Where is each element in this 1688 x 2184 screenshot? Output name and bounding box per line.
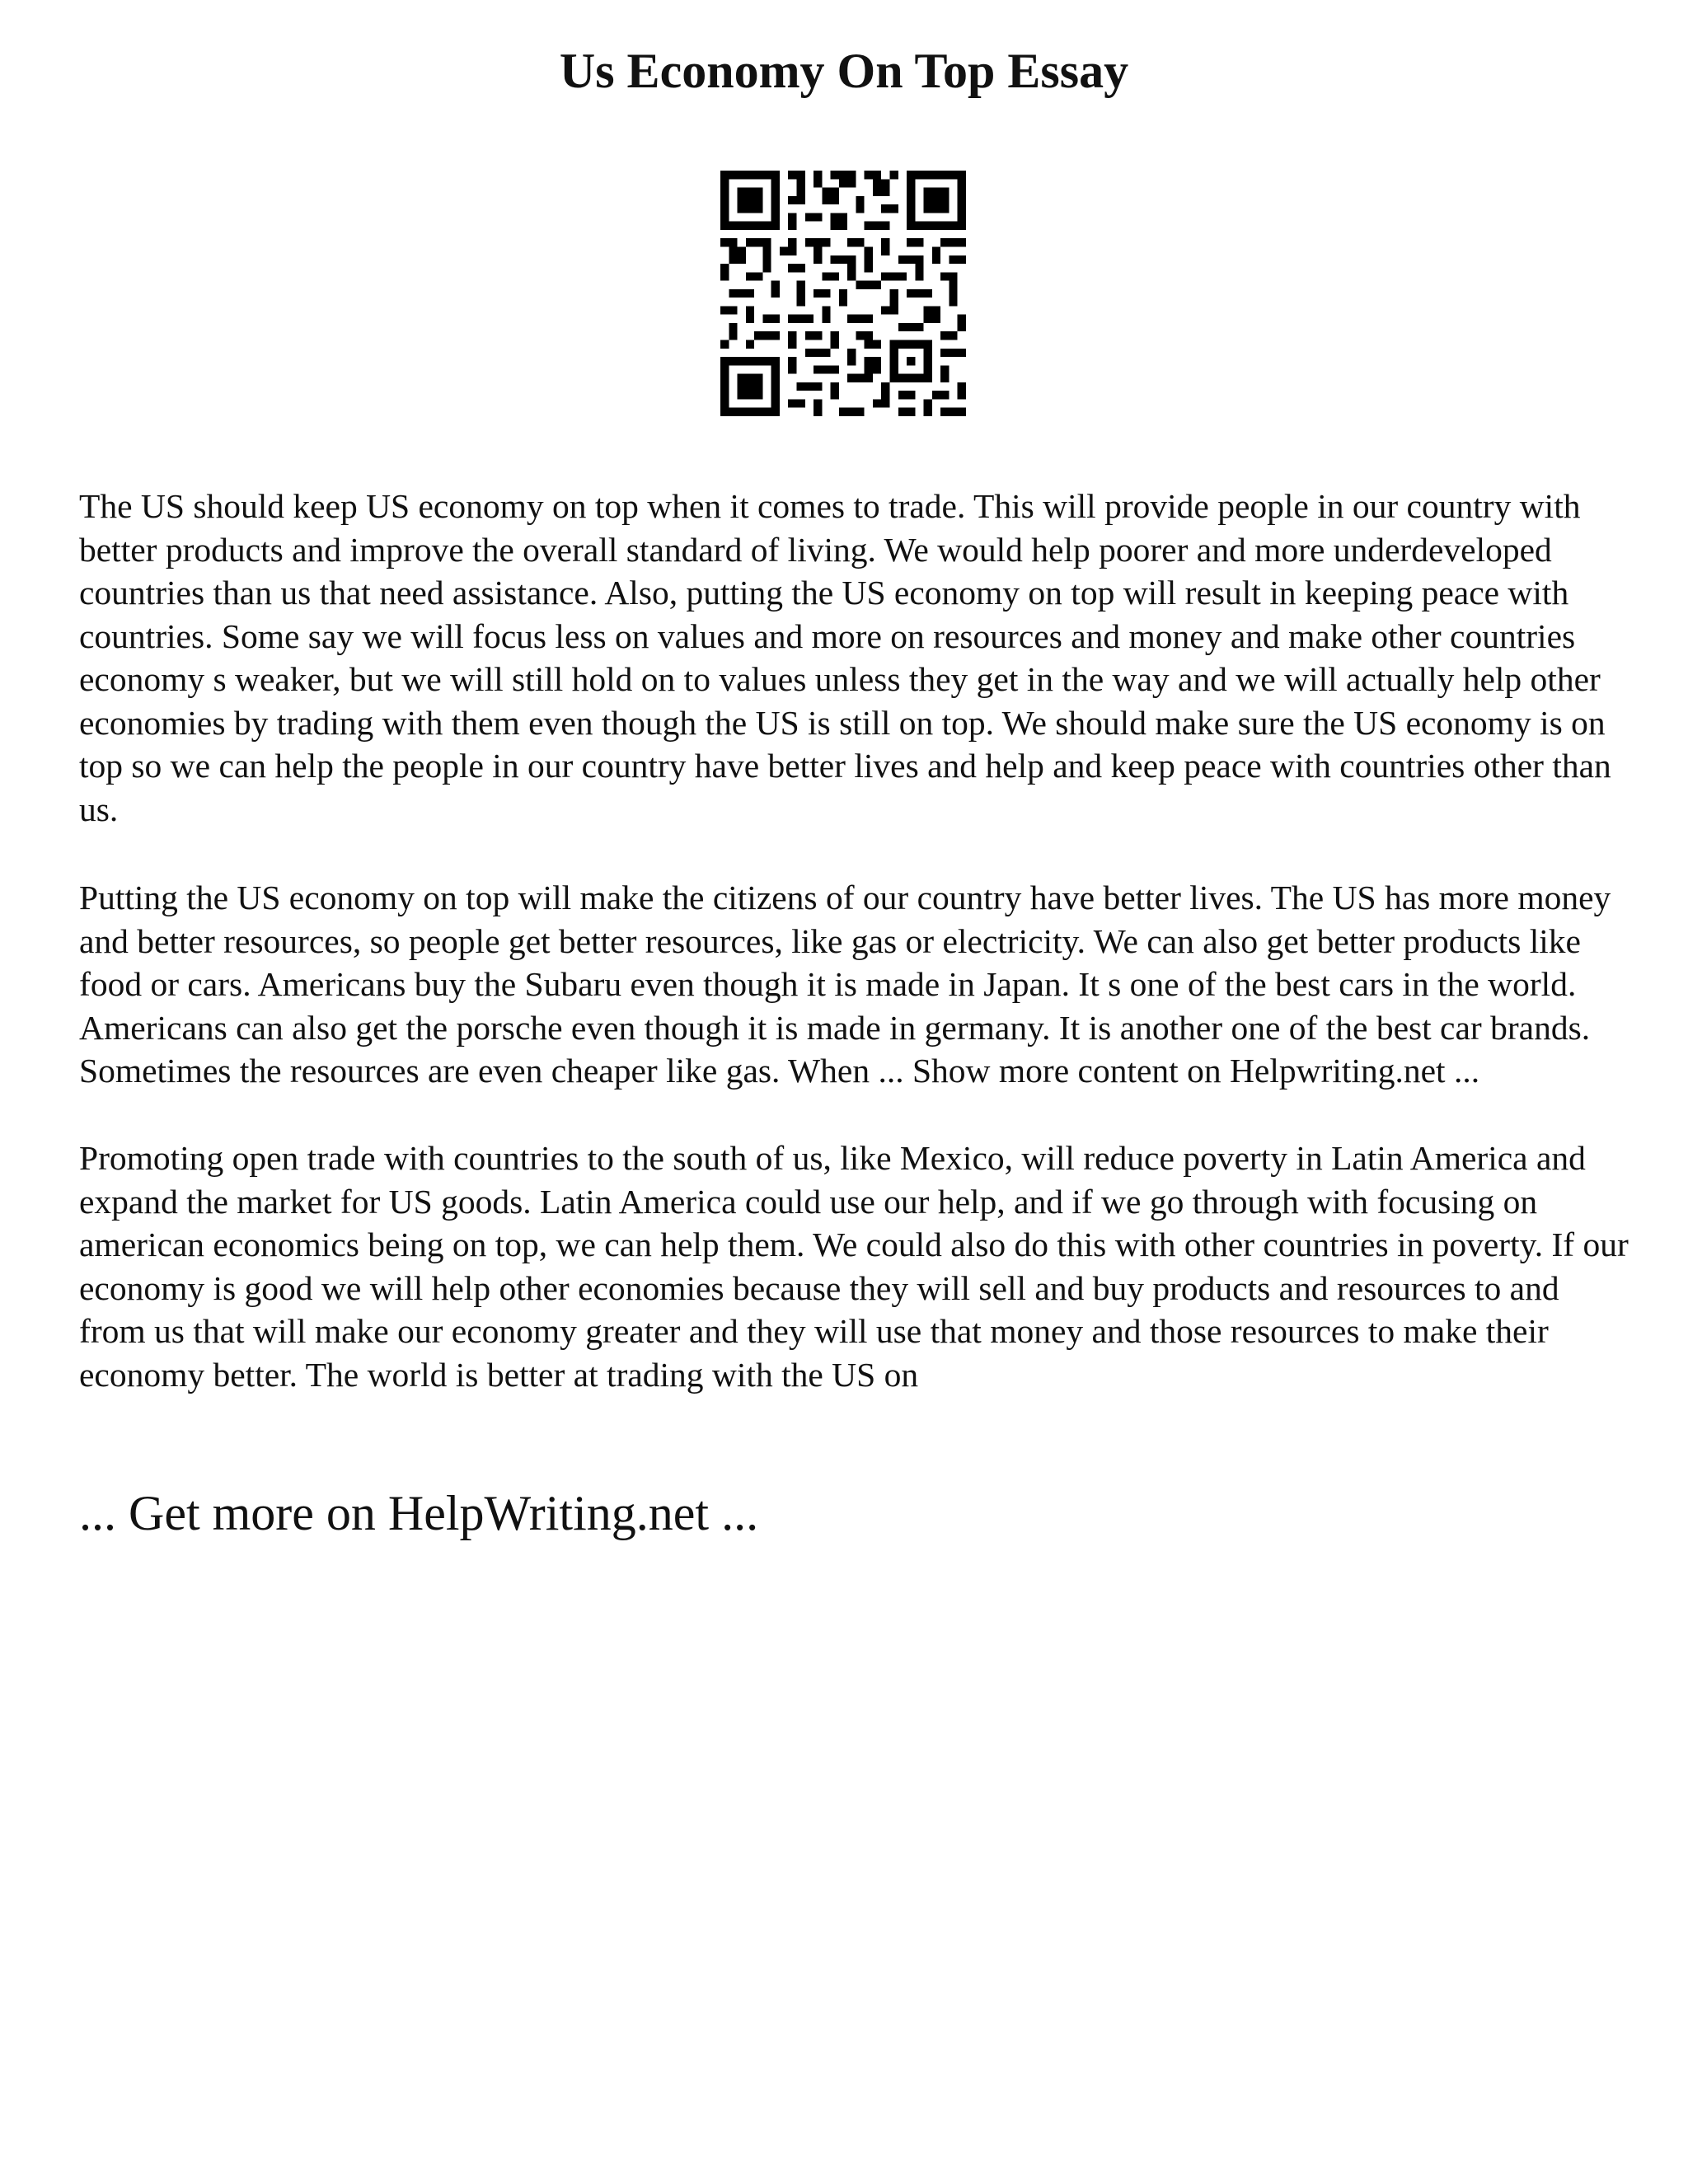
- paragraph-citizens: Putting the US economy on top will make the citizens of our country have better lives. The US has more money and better resources, so people get better resources, like gas or electricity. We can also get better products like food or cars. Americans buy the Subaru even though it is made in Japan. It s one of the best cars in the world. Americans can also get the porsche even though it is made in germany. It is another one of the best car brands. Sometimes the resources are even cheaper like gas. When ... Show more content on Helpwriting.net ...: [79, 879, 1611, 1090]
- get-more-link[interactable]: ... Get more on HelpWriting.net ...: [79, 1486, 759, 1540]
- paragraph-intro: The US should keep US economy on top when it comes to trade. This will provide people in our country with better products and improve the overall standard of living. We would help poorer and more underdeveloped countries than us that need assistance. Also, putting the US economy on top will result in keeping peace with countries. Some say we will focus less on values and more on resources and money and make other countries economy s weaker, but we will still hold on to values unless they get in the way and we will actually help other economies by trading with them even though the US is still on top. We should make sure the US economy is on top so we can help the people in our country have better lives and help and keep peace with countries other than us.: [79, 487, 1611, 828]
- qr-code-icon: [720, 171, 966, 416]
- paragraph-open-trade: Promoting open trade with countries to the south of us, like Mexico, will reduce poverty in Latin America and expand the market for US goods. Latin America could use our help, and if we go through with focusing on american economics being on top, we can help them. We could also do this with other countries in poverty. If our economy is good we will help other economies because they will sell and buy products and resources to and from us that will make our economy greater and they will use that money and those resources to make their economy better. The world is better at trading with the US on: [79, 1139, 1629, 1394]
- page-title: Us Economy On Top Essay: [559, 44, 1129, 98]
